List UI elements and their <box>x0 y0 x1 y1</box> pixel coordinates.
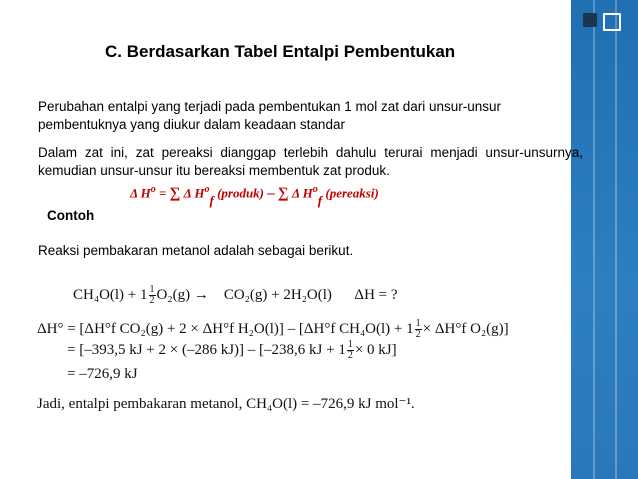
sidebar-stripe <box>615 0 617 479</box>
example-paragraph: Reaksi pembakaran metanol adalah sebagai berikut. <box>38 243 354 258</box>
conclusion-line: Jadi, entalpi pembakaran metanol, CH₄O(l) = –726,9 kJ mol⁻¹. <box>37 396 415 412</box>
example-label: Contoh <box>47 208 95 223</box>
formation-subscript: f <box>209 193 214 209</box>
calculation-line-2: = [–393,5 kJ + 2 × (–286 kJ)] – [–238,6 kJ + 1 $\frac{1}{2}$ × 0 kJ] <box>67 339 397 361</box>
reactant-term: (pereaksi) <box>325 185 379 201</box>
degree-symbol: o <box>204 184 210 195</box>
definition-paragraph: Perubahan entalpi yang terjadi pada pembentukan 1 mol zat dari unsur-unsur pembentuknya yang diukur dalam keadaan standar <box>38 99 502 132</box>
reactants: CH₄O(l) + 1 <box>73 286 148 303</box>
slide-title: C. Berdasarkan Tabel Entalpi Pembentukan <box>105 42 456 61</box>
reaction-equation <box>73 285 398 306</box>
fraction: $\frac{1}{2}$ <box>149 284 155 306</box>
minus-sign: – <box>267 185 275 202</box>
delta-h-unknown: ΔH = ? <box>354 286 398 303</box>
dark-square-icon <box>583 13 597 27</box>
fraction: $\frac{1}{2}$ <box>415 318 421 340</box>
formula-lhs: Δ H <box>130 185 151 201</box>
delta-h: Δ H <box>291 185 313 201</box>
delta-h: Δ H <box>183 185 205 201</box>
formation-subscript: f <box>317 193 323 209</box>
degree-symbol: o <box>312 184 318 195</box>
fraction: $\frac{1}{2}$ <box>347 339 353 361</box>
explanation-paragraph: Dalam zat ini, zat pereaksi dianggap terlebih dahulu terurai menjadi unsur-unsurnya, kemudian unsur-unsur itu bereaksi membentuk zat produk. <box>38 145 583 178</box>
enthalpy-formula <box>130 184 379 209</box>
decorative-sidebar <box>571 0 638 479</box>
oxygen-term: O₂(g) → <box>156 286 209 303</box>
sidebar-stripe <box>593 0 595 479</box>
products: CO₂(g) + 2H₂O(l) <box>223 286 332 303</box>
outline-square-icon <box>603 13 621 31</box>
calculation-line-1: ΔH° = [ΔH°f CO₂(g) + 2 × ΔH°f H₂O(l)] – [ΔH°f CH₄O(l) + 1 $\frac{1}{2}$ × ΔH°f O₂(g)] <box>37 318 509 340</box>
calculation-result: = –726,9 kJ <box>67 366 138 382</box>
sigma-symbol: ∑ <box>278 185 289 202</box>
sigma-symbol: ∑ <box>169 185 181 202</box>
equals-sign: = <box>159 185 167 201</box>
degree-symbol: o <box>150 184 156 195</box>
product-term: (produk) <box>217 185 265 201</box>
